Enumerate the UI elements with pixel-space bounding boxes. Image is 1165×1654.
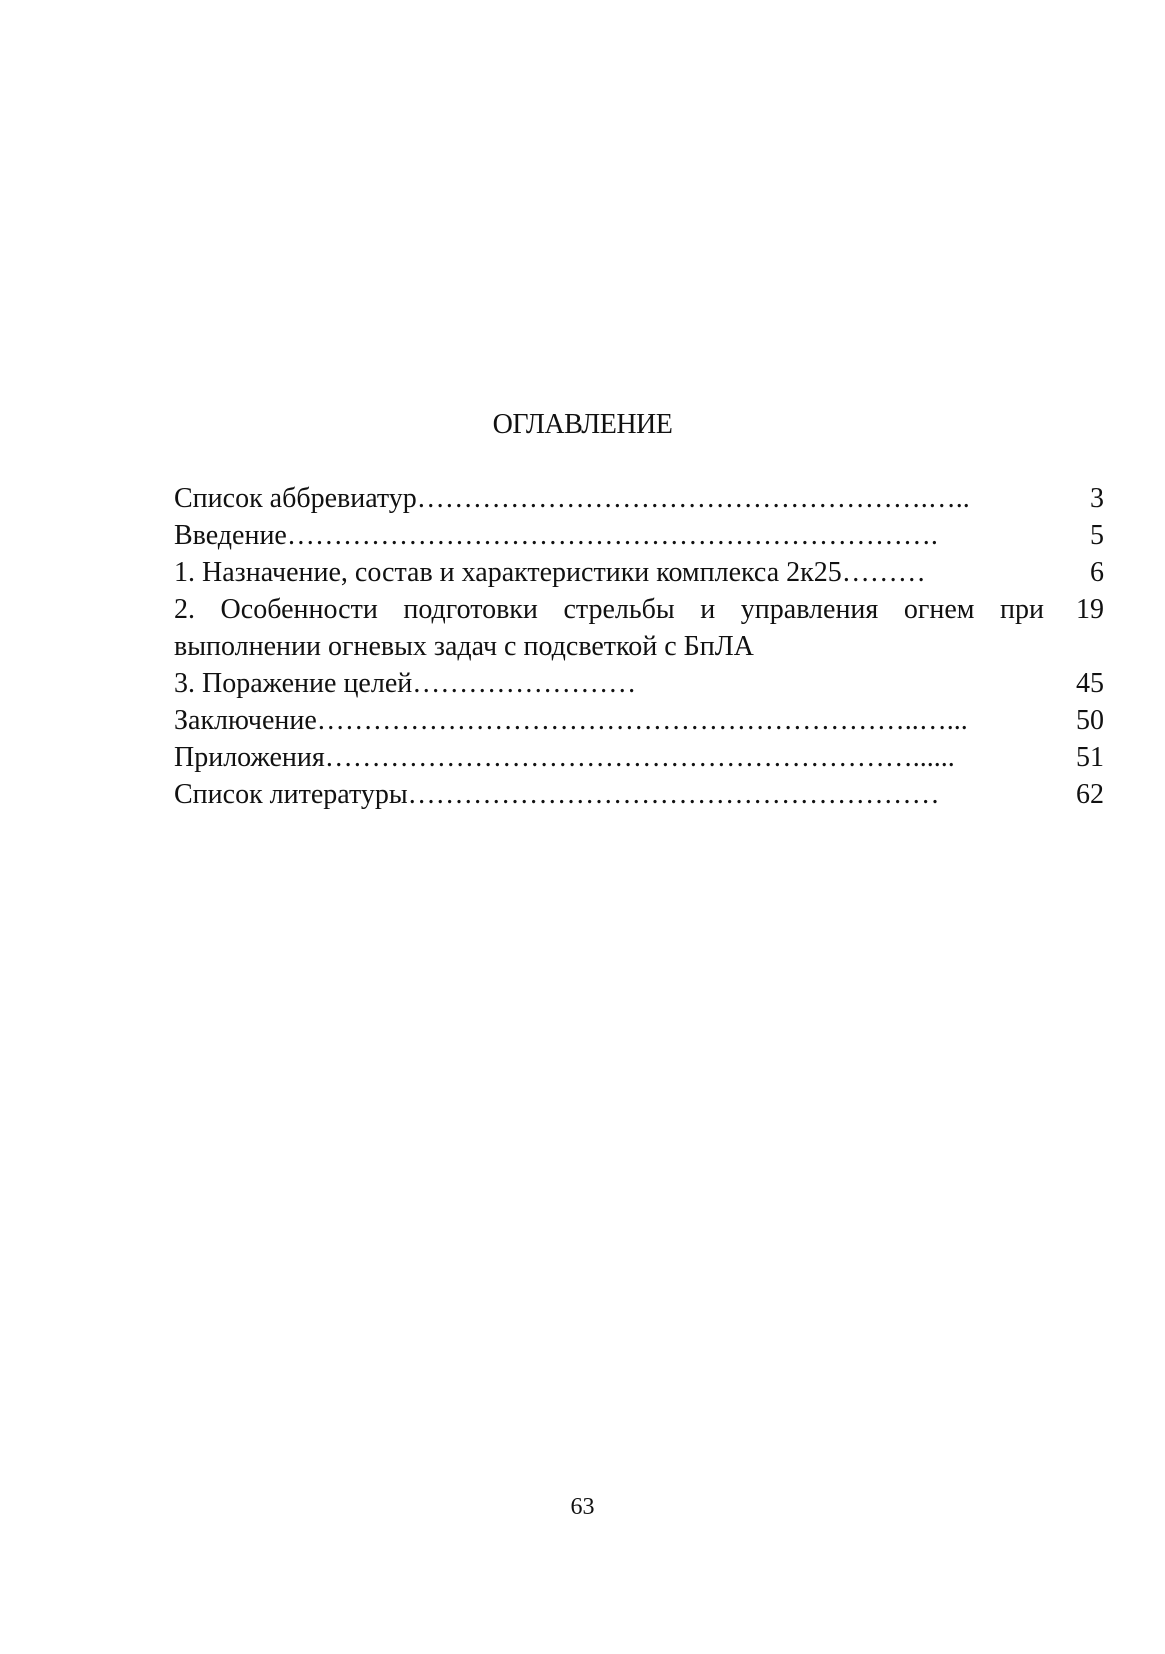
toc-entry-text: Заключение………………………………………………………..…... <box>174 705 968 736</box>
toc-entry-page: 62 <box>1076 779 1104 810</box>
table-of-contents <box>174 480 1104 813</box>
toc-entry-text: Введение……………………………………………………………. <box>174 520 938 551</box>
toc-entry <box>174 554 1104 591</box>
toc-entry-text: Список аббревиатур……………………………………………….….. <box>174 483 970 514</box>
toc-entry <box>174 702 1104 739</box>
toc-entry-page: 50 <box>1076 705 1104 736</box>
toc-entry <box>174 739 1104 776</box>
toc-entry-page: 19 <box>1076 594 1104 625</box>
toc-entry <box>174 776 1104 813</box>
toc-entry-page: 6 <box>1090 557 1104 588</box>
toc-entry-text: 3. Поражение целей…………………… <box>174 668 637 699</box>
toc-entry-page: 5 <box>1090 520 1104 551</box>
toc-entry <box>174 517 1104 554</box>
toc-entry-page: 3 <box>1090 483 1104 514</box>
toc-entry-text: 2. Особенности подготовки стрельбы и управления огнем при выполнении огневых задач с подсветкой с БпЛА <box>174 594 1044 662</box>
page-number: 63 <box>570 1494 595 1520</box>
toc-entry <box>174 665 1104 702</box>
toc-entry <box>174 591 1104 665</box>
toc-title: ОГЛАВЛЕНИЕ <box>492 409 673 440</box>
toc-entry-text: 1. Назначение, состав и характеристики комплекса 2к25……… <box>174 557 926 588</box>
toc-entry-text: Приложения………………………………………………………...... <box>174 742 955 773</box>
toc-entry-text: Список литературы………………………………………………… <box>174 779 940 810</box>
toc-entry <box>174 480 1104 517</box>
toc-entry-page: 45 <box>1076 668 1104 699</box>
toc-entry-page: 51 <box>1076 742 1104 773</box>
